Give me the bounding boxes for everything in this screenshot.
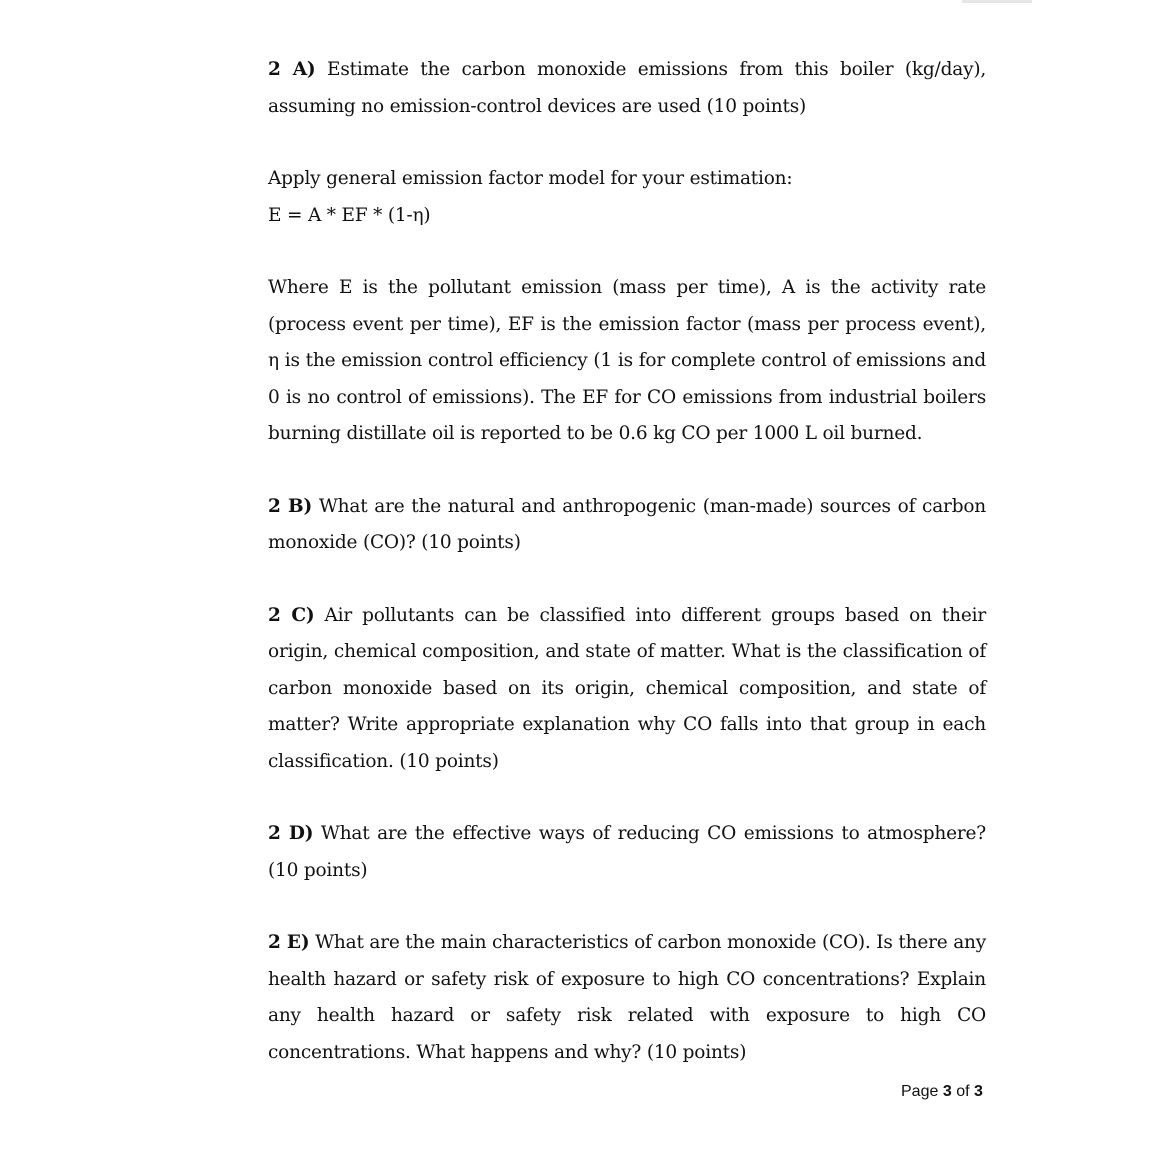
- question-2b: [268, 489, 986, 562]
- spacer: [268, 125, 986, 161]
- spacer: [268, 889, 986, 925]
- question-2c-text: Air pollutants can be classified into different groups based on their origin, chemical composition, and state of matter. What is the classification of carbon monoxide based on its origin, chemical composition, and state of matter? Write appropriate explanation why CO falls into that group in each classification. (10 points): [268, 604, 986, 772]
- question-2c: [268, 598, 986, 781]
- question-2a-label: 2 A): [268, 59, 316, 80]
- question-2a: [268, 52, 986, 125]
- question-2d-label: 2 D): [268, 823, 314, 844]
- page-prefix: Page: [901, 1083, 939, 1100]
- spacer: [268, 780, 986, 816]
- spacer: [268, 234, 986, 270]
- question-2d: [268, 816, 986, 889]
- page-of: of: [956, 1083, 970, 1100]
- question-2d-text: What are the effective ways of reducing CO emissions to atmosphere? (10 points): [268, 823, 987, 881]
- page-current: 3: [942, 1083, 952, 1100]
- question-content: [268, 52, 986, 1071]
- emission-formula: E = A * EF * (1-η): [268, 204, 431, 226]
- question-2e-text: What are the main characteristics of carbon monoxide (CO). Is there any health hazard or safety risk of exposure to high CO concentrations? Explain any health hazard or safety risk related with exposure to high CO concentrations. What happens and why? (10 points): [268, 932, 986, 1063]
- question-2e-label: 2 E): [268, 932, 310, 953]
- question-2e: [268, 925, 986, 1071]
- question-2b-label: 2 B): [268, 495, 313, 517]
- question-2b-text: What are the natural and anthropogenic (man-made) sources of carbon monoxide (CO)? (10 points): [268, 495, 986, 553]
- model-intro: Apply general emission factor model for your estimation:: [268, 168, 793, 189]
- page-total: 3: [973, 1083, 983, 1100]
- question-2a-text: Estimate the carbon monoxide emissions from this boiler (kg/day), assuming no emission-control devices are used (10 points): [268, 59, 987, 117]
- where-explanation: Where E is the pollutant emission (mass per time), A is the activity rate (process event per time), EF is the emission factor (mass per process event), η is the emission control efficiency (1 is for complete control of emissions and 0 is no control of emissions). The EF for CO emissions from industrial boilers burning distillate oil is reported to be 0.6 kg CO per 1000 L oil burned.: [268, 277, 986, 444]
- question-2c-label: 2 C): [268, 604, 315, 626]
- spacer: [268, 453, 986, 489]
- spacer: [268, 562, 986, 598]
- page-number: [901, 1083, 983, 1101]
- top-edge-mark: [962, 0, 1032, 3]
